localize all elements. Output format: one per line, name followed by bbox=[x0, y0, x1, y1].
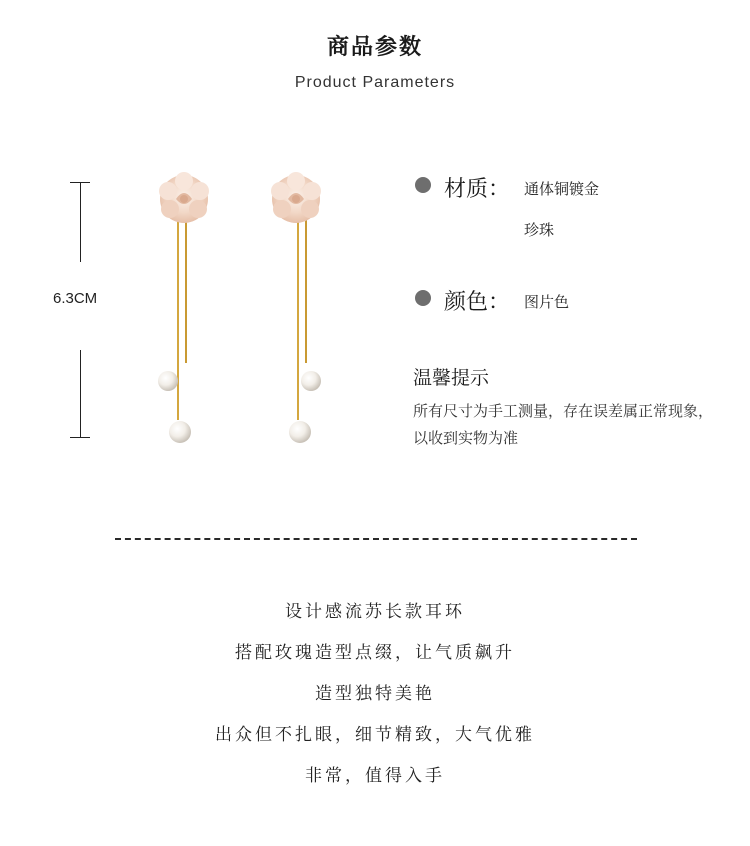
description-line: 搭配玫瑰造型点缀，让气质飙升 bbox=[235, 643, 515, 663]
dimension-line-upper bbox=[80, 182, 81, 262]
left-earring bbox=[158, 172, 209, 443]
right-earring bbox=[271, 172, 321, 443]
dimension-label: 6.3CM bbox=[53, 290, 98, 307]
page-subtitle: Product Parameters bbox=[294, 74, 456, 91]
dimension-bottom-tick bbox=[70, 437, 90, 438]
dashed-divider bbox=[115, 538, 637, 540]
right-upper-pearl bbox=[301, 371, 321, 391]
spec-material-key: 材质： bbox=[444, 177, 511, 202]
description-line: 非常，值得入手 bbox=[305, 766, 445, 786]
right-rose-stud bbox=[271, 172, 321, 223]
page-title: 商品参数 bbox=[326, 35, 423, 60]
right-lower-pearl bbox=[289, 421, 311, 443]
tips-title: 温馨提示 bbox=[413, 367, 490, 389]
tips-body: 所有尺寸为手工测量，存在误差属正常现象，以收到实物为准 bbox=[413, 402, 714, 447]
description-line: 设计感流苏长款耳环 bbox=[285, 602, 465, 622]
earrings-product-image bbox=[140, 165, 350, 455]
spec-material-value-2: 珍珠 bbox=[524, 221, 555, 239]
bullet-icon bbox=[415, 177, 431, 193]
bullet-icon bbox=[415, 290, 431, 306]
spec-material-value: 通体铜镀金 bbox=[524, 180, 600, 198]
spec-color-key: 颜色： bbox=[444, 290, 511, 315]
left-rose-stud bbox=[159, 172, 209, 223]
dimension-line-lower bbox=[80, 350, 81, 438]
description-line: 出众但不扎眼，细节精致，大气优雅 bbox=[215, 725, 535, 745]
description-line: 造型独特美艳 bbox=[315, 684, 435, 704]
left-lower-pearl bbox=[169, 421, 191, 443]
left-upper-pearl bbox=[158, 371, 178, 391]
spec-color-value: 图片色 bbox=[524, 293, 570, 311]
